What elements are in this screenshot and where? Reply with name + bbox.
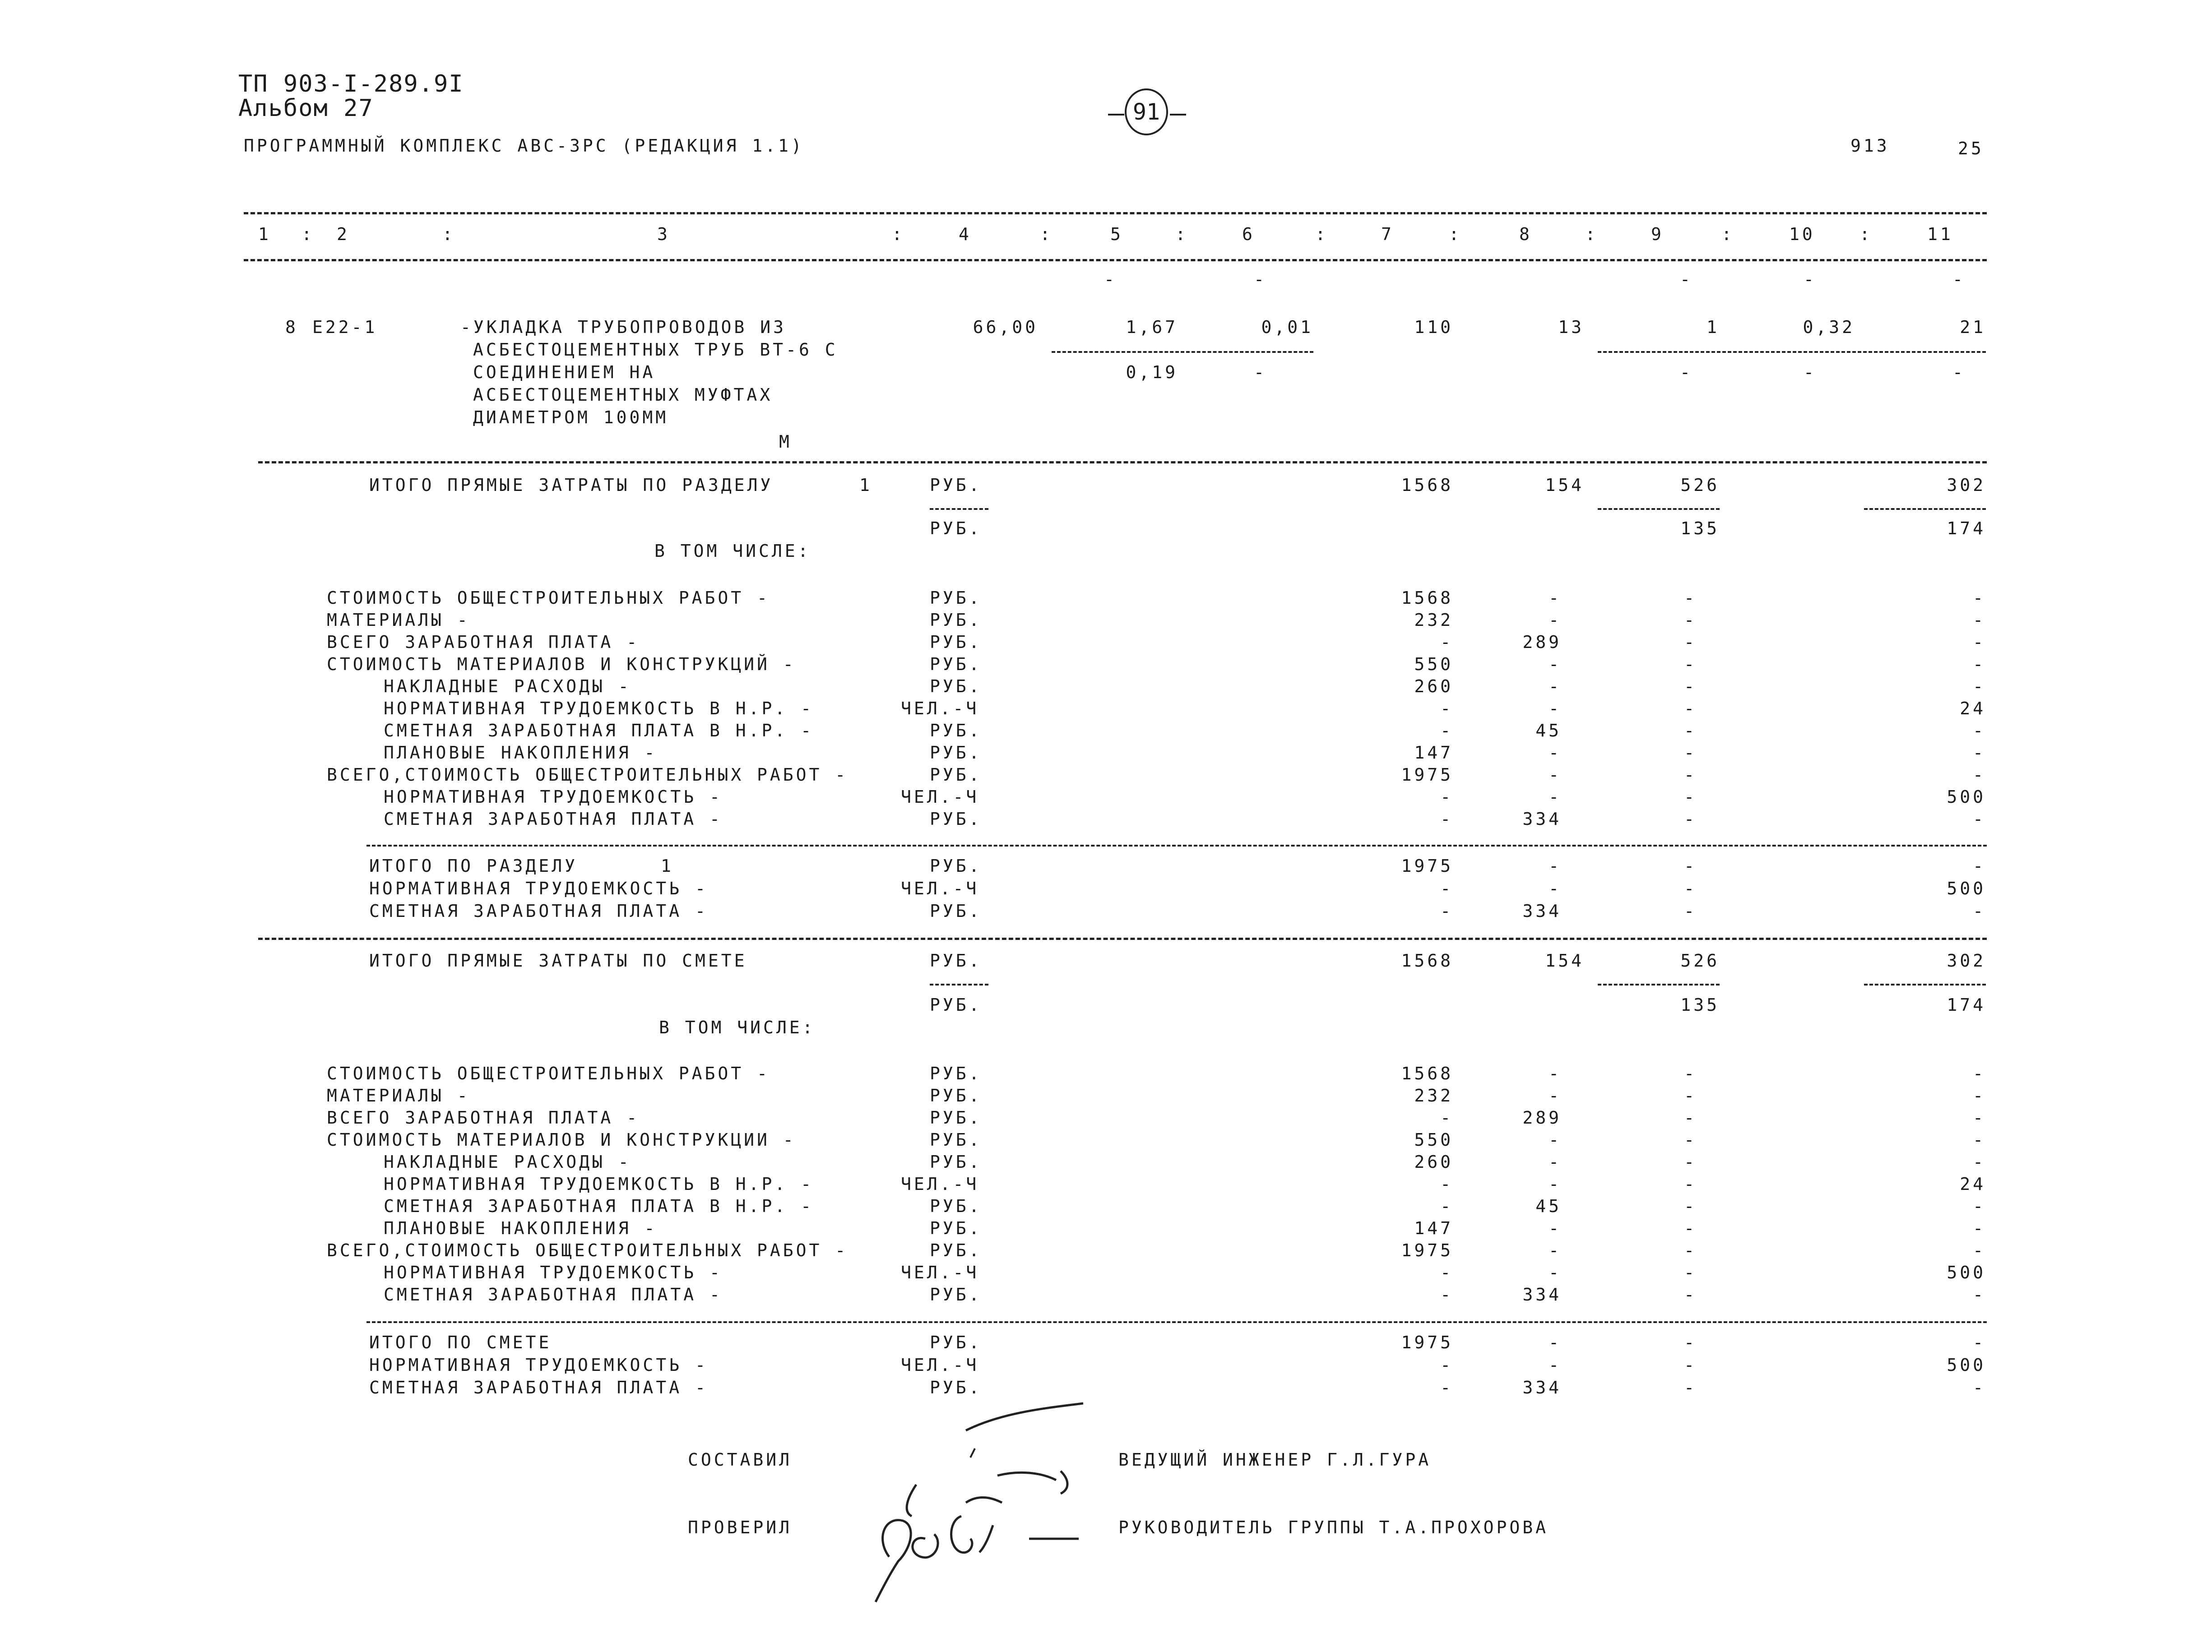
estimate-row-c8: - xyxy=(1549,1174,1562,1194)
estimate-total-c8: 334 xyxy=(1522,1378,1562,1397)
section1-row-unit: РУБ. xyxy=(930,588,982,608)
estimate-row-c11: - xyxy=(1973,1218,1986,1238)
section1-row-unit: РУБ. xyxy=(930,721,982,740)
estimate-row-c11: - xyxy=(1973,1130,1986,1150)
section1-row-c11: - xyxy=(1973,654,1986,674)
section1-total-c7: 1975 xyxy=(1401,856,1453,876)
estimate-total-c7: - xyxy=(1440,1355,1453,1375)
column-separator: : xyxy=(1585,224,1598,244)
section1-row-label: СТОИМОСТЬ МАТЕРИАЛОВ И КОНСТРУКЦИЙ - xyxy=(327,654,796,674)
section1-total-unit: ЧЕЛ.-Ч xyxy=(901,879,979,898)
section1-total-c9: - xyxy=(1684,856,1697,876)
estimate-row-label: СТОИМОСТЬ МАТЕРИАЛОВ И КОНСТРУКЦИИ - xyxy=(327,1130,796,1150)
section1-total-unit: РУБ. xyxy=(930,901,982,921)
item-c5-bottom: 0,19 xyxy=(1126,362,1178,382)
estimate-total-c7: 1975 xyxy=(1401,1333,1453,1352)
estimate-row-unit: РУБ. xyxy=(930,1130,982,1150)
section1-sub-unit: РУБ. xyxy=(930,518,982,538)
section1-total-c11: - xyxy=(1973,856,1986,876)
estimate-row-label: ВСЕГО,СТОИМОСТЬ ОБЩЕСТРОИТЕЛЬНЫХ РАБОТ - xyxy=(327,1240,849,1260)
estimate-total-unit: РУБ. xyxy=(930,1333,982,1352)
section1-row-unit: РУБ. xyxy=(930,610,982,630)
estimate-row-c11: 24 xyxy=(1960,1174,1986,1194)
section1-total-label: СМЕТНАЯ ЗАРАБОТНАЯ ПЛАТА - xyxy=(369,901,708,921)
estimate-row-c11: 500 xyxy=(1947,1263,1986,1282)
estimate-total-label: СМЕТНАЯ ЗАРАБОТНАЯ ПЛАТА - xyxy=(369,1378,708,1397)
section1-row-c7: - xyxy=(1440,787,1453,807)
estimate-row-label: МАТЕРИАЛЫ - xyxy=(327,1086,470,1106)
section1-total-c8: - xyxy=(1549,879,1562,898)
section1-row-c9: - xyxy=(1684,809,1697,829)
section1-row-label: ВСЕГО ЗАРАБОТНАЯ ПЛАТА - xyxy=(327,632,640,652)
section1-row-unit: РУБ. xyxy=(930,765,982,785)
section1-row-c9: - xyxy=(1684,632,1697,652)
estimate-unit-underline xyxy=(930,984,988,986)
item-desc-4: АСБЕСТОЦЕМЕНТНЫХ МУФТАХ xyxy=(473,385,773,405)
estimate-row-c9: - xyxy=(1684,1218,1697,1238)
estimate-total-c7: - xyxy=(1440,1378,1453,1397)
item-dash-c10-above: - xyxy=(1804,269,1817,289)
estimate-row-c11: - xyxy=(1973,1152,1986,1172)
estimate-row-c7: 1975 xyxy=(1401,1240,1453,1260)
section1-row-c7: 260 xyxy=(1414,676,1453,696)
column-separator: : xyxy=(1721,224,1734,244)
section1-row-label: СМЕТНАЯ ЗАРАБОТНАЯ ПЛАТА - xyxy=(384,809,723,829)
item-number: 8 xyxy=(285,317,298,337)
section1-total-c7: - xyxy=(1440,901,1453,921)
section1-row-c11: - xyxy=(1973,809,1986,829)
estimate-total-label: ИТОГО ПО СМЕТЕ xyxy=(369,1333,552,1352)
estimate-row-c9: - xyxy=(1684,1152,1697,1172)
column-number-11: 11 xyxy=(1927,224,1953,244)
section1-direct-c7: 1568 xyxy=(1401,475,1453,495)
album-label: Альбом 27 xyxy=(238,95,374,122)
estimate-total-c11: - xyxy=(1973,1333,1986,1352)
estimate-row-c9: - xyxy=(1684,1130,1697,1150)
section1-row-c9: - xyxy=(1684,743,1697,763)
doc-code: ТП 903-I-289.9I xyxy=(238,70,464,97)
section1-direct-c9: 526 xyxy=(1680,475,1720,495)
section1-direct-c11: 302 xyxy=(1947,475,1986,495)
estimate-row-c11: - xyxy=(1973,1064,1986,1083)
section1-row-c7: 1975 xyxy=(1401,765,1453,785)
estimate-rule-mid xyxy=(366,1321,1987,1323)
estimate-row-label: СМЕТНАЯ ЗАРАБОТНАЯ ПЛАТА - xyxy=(384,1285,723,1305)
estimate-row-c8: 45 xyxy=(1535,1196,1562,1216)
item-dash-c10-bottom: - xyxy=(1804,362,1817,382)
estimate-row-unit: ЧЕЛ.-Ч xyxy=(901,1263,979,1282)
estimate-row-c9: - xyxy=(1684,1174,1697,1194)
item-rule-c5c6 xyxy=(1052,351,1313,353)
estimate-row-label: ВСЕГО ЗАРАБОТНАЯ ПЛАТА - xyxy=(327,1108,640,1128)
item-dash-c11-bottom: - xyxy=(1952,362,1966,382)
estimate-sub-unit: РУБ. xyxy=(930,995,982,1015)
estimate-total-c11: 500 xyxy=(1947,1355,1986,1375)
section1-number: 1 xyxy=(859,475,872,495)
column-separator: : xyxy=(1175,224,1188,244)
section1-direct-label: ИТОГО ПРЯМЫЕ ЗАТРАТЫ ПО РАЗДЕЛУ xyxy=(369,475,774,495)
section1-row-unit: РУБ. xyxy=(930,743,982,763)
section1-total-label: НОРМАТИВНАЯ ТРУДОЕМКОСТЬ - xyxy=(369,879,708,898)
estimate-row-c7: 147 xyxy=(1414,1218,1453,1238)
section1-c9-underline xyxy=(1598,508,1720,510)
item-desc-2: АСБЕСТОЦЕМЕНТНЫХ ТРУБ ВТ-6 С xyxy=(473,340,838,360)
estimate-row-c8: - xyxy=(1549,1130,1562,1150)
item-c10: 0,32 xyxy=(1803,317,1855,337)
estimate-rule-top xyxy=(258,938,1987,940)
estimate-row-c8: - xyxy=(1549,1152,1562,1172)
section1-row-unit: ЧЕЛ.-Ч xyxy=(901,699,979,718)
estimate-row-c7: - xyxy=(1440,1174,1453,1194)
section1-total-c7: - xyxy=(1440,879,1453,898)
column-number-4: 4 xyxy=(959,224,972,244)
section1-total-c8: - xyxy=(1549,856,1562,876)
item-c7: 110 xyxy=(1414,317,1453,337)
section1-row-c8: - xyxy=(1549,588,1562,608)
estimate-row-c8: - xyxy=(1549,1263,1562,1282)
item-c8: 13 xyxy=(1558,317,1584,337)
estimate-total-c9: - xyxy=(1684,1378,1697,1397)
section1-total-c9: - xyxy=(1684,879,1697,898)
estimate-row-c7: 232 xyxy=(1414,1086,1453,1106)
estimate-row-c11: - xyxy=(1973,1240,1986,1260)
estimate-sub-c9: 135 xyxy=(1680,995,1720,1015)
section1-direct-c8: 154 xyxy=(1545,475,1584,495)
estimate-row-unit: РУБ. xyxy=(930,1086,982,1106)
section1-row-label: НОРМАТИВНАЯ ТРУДОЕМКОСТЬ - xyxy=(384,787,723,807)
section1-row-c9: - xyxy=(1684,721,1697,740)
estimate-row-c11: - xyxy=(1973,1086,1986,1106)
item-rule-c9c11 xyxy=(1598,351,1986,353)
page-number-dash-left xyxy=(1108,114,1124,116)
estimate-direct-c11: 302 xyxy=(1947,951,1986,971)
item-desc-1: -УКЛАДКА ТРУБОПРОВОДОВ ИЗ xyxy=(460,317,786,337)
column-number-2: 2 xyxy=(337,224,350,244)
column-separator: : xyxy=(1040,224,1053,244)
section1-row-c8: - xyxy=(1549,787,1562,807)
section1-row-c11: - xyxy=(1973,721,1986,740)
section1-row-c7: 550 xyxy=(1414,654,1453,674)
estimate-row-c8: - xyxy=(1549,1064,1562,1083)
estimate-row-unit: РУБ. xyxy=(930,1196,982,1216)
estimate-direct-c8: 154 xyxy=(1545,951,1584,971)
section1-row-label: НОРМАТИВНАЯ ТРУДОЕМКОСТЬ В Н.Р. - xyxy=(384,699,814,718)
checked-label: ПРОВЕРИЛ xyxy=(688,1518,793,1537)
column-number-10: 10 xyxy=(1789,224,1815,244)
estimate-row-c7: - xyxy=(1440,1263,1453,1282)
section1-c11-underline xyxy=(1864,508,1986,510)
section1-sub-c11: 174 xyxy=(1947,518,1986,538)
section1-row-c8: 289 xyxy=(1522,632,1562,652)
section1-row-unit: РУБ. xyxy=(930,676,982,696)
estimate-total-c8: - xyxy=(1549,1355,1562,1375)
section1-incl-label: В ТОМ ЧИСЛЕ: xyxy=(654,541,811,561)
section1-rule-mid xyxy=(366,845,1987,847)
estimate-total-c9: - xyxy=(1684,1333,1697,1352)
estimate-row-unit: РУБ. xyxy=(930,1152,982,1172)
item-dash-c9-above: - xyxy=(1680,269,1693,289)
section1-row-c8: - xyxy=(1549,765,1562,785)
section1-total-c11: 500 xyxy=(1947,879,1986,898)
code-right: 913 xyxy=(1850,136,1890,156)
column-separator: : xyxy=(442,224,455,244)
section1-row-c8: - xyxy=(1549,610,1562,630)
estimate-total-c9: - xyxy=(1684,1355,1697,1375)
section1-row-label: СМЕТНАЯ ЗАРАБОТНАЯ ПЛАТА В Н.Р. - xyxy=(384,721,814,740)
estimate-row-c8: - xyxy=(1549,1218,1562,1238)
estimate-row-unit: РУБ. xyxy=(930,1240,982,1260)
section1-row-c8: - xyxy=(1549,743,1562,763)
estimate-row-unit: РУБ. xyxy=(930,1218,982,1238)
compiled-label: СОСТАВИЛ xyxy=(688,1450,793,1470)
estimate-total-unit: РУБ. xyxy=(930,1378,982,1397)
section1-row-c7: - xyxy=(1440,632,1453,652)
section1-row-c9: - xyxy=(1684,699,1697,718)
estimate-row-c9: - xyxy=(1684,1240,1697,1260)
estimate-row-c7: - xyxy=(1440,1285,1453,1305)
estimate-row-label: НАКЛАДНЫЕ РАСХОДЫ - xyxy=(384,1152,631,1172)
section1-row-unit: РУБ. xyxy=(930,809,982,829)
section1-rule-top xyxy=(258,461,1987,463)
estimate-sub-c11: 174 xyxy=(1947,995,1986,1015)
estimate-row-c7: - xyxy=(1440,1108,1453,1128)
estimate-total-c11: - xyxy=(1973,1378,1986,1397)
item-c5-top: 1,67 xyxy=(1126,317,1178,337)
section1-row-label: НАКЛАДНЫЕ РАСХОДЫ - xyxy=(384,676,631,696)
column-number-7: 7 xyxy=(1381,224,1394,244)
estimate-row-c11: - xyxy=(1973,1285,1986,1305)
header-rule-bottom xyxy=(244,259,1987,261)
item-dash-c6-above: - xyxy=(1254,269,1267,289)
column-number-8: 8 xyxy=(1519,224,1532,244)
estimate-row-c8: 334 xyxy=(1522,1285,1562,1305)
section1-total-c11: - xyxy=(1973,901,1986,921)
estimate-row-c9: - xyxy=(1684,1086,1697,1106)
estimate-row-label: СМЕТНАЯ ЗАРАБОТНАЯ ПЛАТА В Н.Р. - xyxy=(384,1196,814,1216)
section1-row-c8: - xyxy=(1549,676,1562,696)
estimate-row-label: ПЛАНОВЫЕ НАКОПЛЕНИЯ - xyxy=(384,1218,658,1238)
section1-row-c11: 500 xyxy=(1947,787,1986,807)
estimate-row-unit: РУБ. xyxy=(930,1285,982,1305)
section1-row-label: ВСЕГО,СТОИМОСТЬ ОБЩЕСТРОИТЕЛЬНЫХ РАБОТ - xyxy=(327,765,849,785)
section1-row-c9: - xyxy=(1684,654,1697,674)
estimate-row-c7: 550 xyxy=(1414,1130,1453,1150)
section1-row-label: ПЛАНОВЫЕ НАКОПЛЕНИЯ - xyxy=(384,743,658,763)
item-qty: 66,00 xyxy=(973,317,1038,337)
estimate-row-c9: - xyxy=(1684,1263,1697,1282)
column-number-6: 6 xyxy=(1242,224,1255,244)
estimate-row-c11: - xyxy=(1973,1196,1986,1216)
column-separator: : xyxy=(892,224,905,244)
section1-total-c8: 334 xyxy=(1522,901,1562,921)
item-c6-top: 0,01 xyxy=(1261,317,1313,337)
estimate-direct-label: ИТОГО ПРЯМЫЕ ЗАТРАТЫ ПО СМЕТЕ xyxy=(369,951,747,971)
estimate-row-c9: - xyxy=(1684,1196,1697,1216)
section1-row-c7: - xyxy=(1440,721,1453,740)
estimate-row-c7: 260 xyxy=(1414,1152,1453,1172)
section1-direct-unit: РУБ. xyxy=(930,475,982,495)
section1-row-c8: - xyxy=(1549,699,1562,718)
signature-checker xyxy=(858,1471,1092,1606)
section1-total-c9: - xyxy=(1684,901,1697,921)
page-number-dash-right xyxy=(1170,114,1186,116)
estimate-row-c8: - xyxy=(1549,1086,1562,1106)
estimate-row-c7: 1568 xyxy=(1401,1064,1453,1083)
item-dash-c5-above: - xyxy=(1104,269,1117,289)
item-dash-c11-above: - xyxy=(1952,269,1966,289)
section1-total-number: 1 xyxy=(661,856,674,876)
estimate-direct-c9: 526 xyxy=(1680,951,1720,971)
section1-row-c11: - xyxy=(1973,632,1986,652)
estimate-row-c7: - xyxy=(1440,1196,1453,1216)
estimate-total-unit: ЧЕЛ.-Ч xyxy=(901,1355,979,1375)
column-number-5: 5 xyxy=(1110,224,1123,244)
section1-row-c11: - xyxy=(1973,588,1986,608)
estimate-direct-unit: РУБ. xyxy=(930,951,982,971)
section1-row-c9: - xyxy=(1684,765,1697,785)
section1-row-c8: 334 xyxy=(1522,809,1562,829)
section1-row-c11: - xyxy=(1973,743,1986,763)
section1-sub-c9: 135 xyxy=(1680,518,1720,538)
section1-row-c9: - xyxy=(1684,787,1697,807)
section1-total-unit: РУБ. xyxy=(930,856,982,876)
column-number-3: 3 xyxy=(657,224,670,244)
section1-row-c8: 45 xyxy=(1535,721,1562,740)
section1-row-c9: - xyxy=(1684,610,1697,630)
column-separator: : xyxy=(1860,224,1873,244)
estimate-row-label: НОРМАТИВНАЯ ТРУДОЕМКОСТЬ - xyxy=(384,1263,723,1282)
section1-row-unit: РУБ. xyxy=(930,632,982,652)
section1-row-label: МАТЕРИАЛЫ - xyxy=(327,610,470,630)
program-title: ПРОГРАММНЫЙ КОМПЛЕКС АВС-3РС (РЕДАКЦИЯ 1.1) xyxy=(244,136,804,156)
section1-row-c11: 24 xyxy=(1960,699,1986,718)
item-c11: 21 xyxy=(1960,317,1986,337)
item-c9: 1 xyxy=(1707,317,1720,337)
estimate-row-c9: - xyxy=(1684,1285,1697,1305)
section1-row-c11: - xyxy=(1973,676,1986,696)
estimate-total-label: НОРМАТИВНАЯ ТРУДОЕМКОСТЬ - xyxy=(369,1355,708,1375)
compiled-by: ВЕДУЩИЙ ИНЖЕНЕР Г.Л.ГУРА xyxy=(1118,1450,1432,1470)
section1-total-label: ИТОГО ПО РАЗДЕЛУ xyxy=(369,856,578,876)
estimate-row-c11: - xyxy=(1973,1108,1986,1128)
item-dash-c6-bottom: - xyxy=(1254,362,1267,382)
estimate-row-unit: РУБ. xyxy=(930,1108,982,1128)
column-separator: : xyxy=(1315,224,1328,244)
estimate-row-label: НОРМАТИВНАЯ ТРУДОЕМКОСТЬ В Н.Р. - xyxy=(384,1174,814,1194)
column-number-1: 1 xyxy=(258,224,271,244)
item-unit: М xyxy=(779,432,792,452)
item-desc-3: СОЕДИНЕНИЕМ НА xyxy=(473,362,656,382)
estimate-row-unit: ЧЕЛ.-Ч xyxy=(901,1174,979,1194)
section1-row-c7: 1568 xyxy=(1401,588,1453,608)
section1-row-unit: РУБ. xyxy=(930,654,982,674)
section1-row-c9: - xyxy=(1684,588,1697,608)
column-separator: : xyxy=(1449,224,1462,244)
estimate-total-c8: - xyxy=(1549,1333,1562,1352)
column-separator: : xyxy=(301,224,315,244)
estimate-c11-underline xyxy=(1864,984,1986,986)
estimate-row-c9: - xyxy=(1684,1064,1697,1083)
checked-by: РУКОВОДИТЕЛЬ ГРУППЫ Т.А.ПРОХОРОВА xyxy=(1118,1518,1549,1537)
section1-row-c11: - xyxy=(1973,765,1986,785)
section1-row-unit: ЧЕЛ.-Ч xyxy=(901,787,979,807)
section1-row-c8: - xyxy=(1549,654,1562,674)
section1-row-c7: 147 xyxy=(1414,743,1453,763)
estimate-incl-label: В ТОМ ЧИСЛЕ: xyxy=(659,1018,816,1037)
section1-row-c7: 232 xyxy=(1414,610,1453,630)
item-dash-c9-bottom: - xyxy=(1680,362,1693,382)
section1-row-label: СТОИМОСТЬ ОБЩЕСТРОИТЕЛЬНЫХ РАБОТ - xyxy=(327,588,770,608)
section1-row-c7: - xyxy=(1440,809,1453,829)
section1-unit-underline xyxy=(930,508,988,510)
section1-row-c7: - xyxy=(1440,699,1453,718)
item-desc-5: ДИАМЕТРОМ 100ММ xyxy=(473,407,669,427)
estimate-row-c9: - xyxy=(1684,1108,1697,1128)
page-number: 91 xyxy=(1125,88,1168,135)
estimate-direct-c7: 1568 xyxy=(1401,951,1453,971)
estimate-row-c8: 289 xyxy=(1522,1108,1562,1128)
estimate-row-label: СТОИМОСТЬ ОБЩЕСТРОИТЕЛЬНЫХ РАБОТ - xyxy=(327,1064,770,1083)
column-number-9: 9 xyxy=(1651,224,1664,244)
estimate-row-c8: - xyxy=(1549,1240,1562,1260)
header-rule-top xyxy=(244,212,1987,214)
estimate-c9-underline xyxy=(1598,984,1720,986)
estimate-row-unit: РУБ. xyxy=(930,1064,982,1083)
code-far-right: 25 xyxy=(1958,139,1984,158)
section1-row-c9: - xyxy=(1684,676,1697,696)
section1-row-c11: - xyxy=(1973,610,1986,630)
item-code: Е22-1 xyxy=(312,317,378,337)
